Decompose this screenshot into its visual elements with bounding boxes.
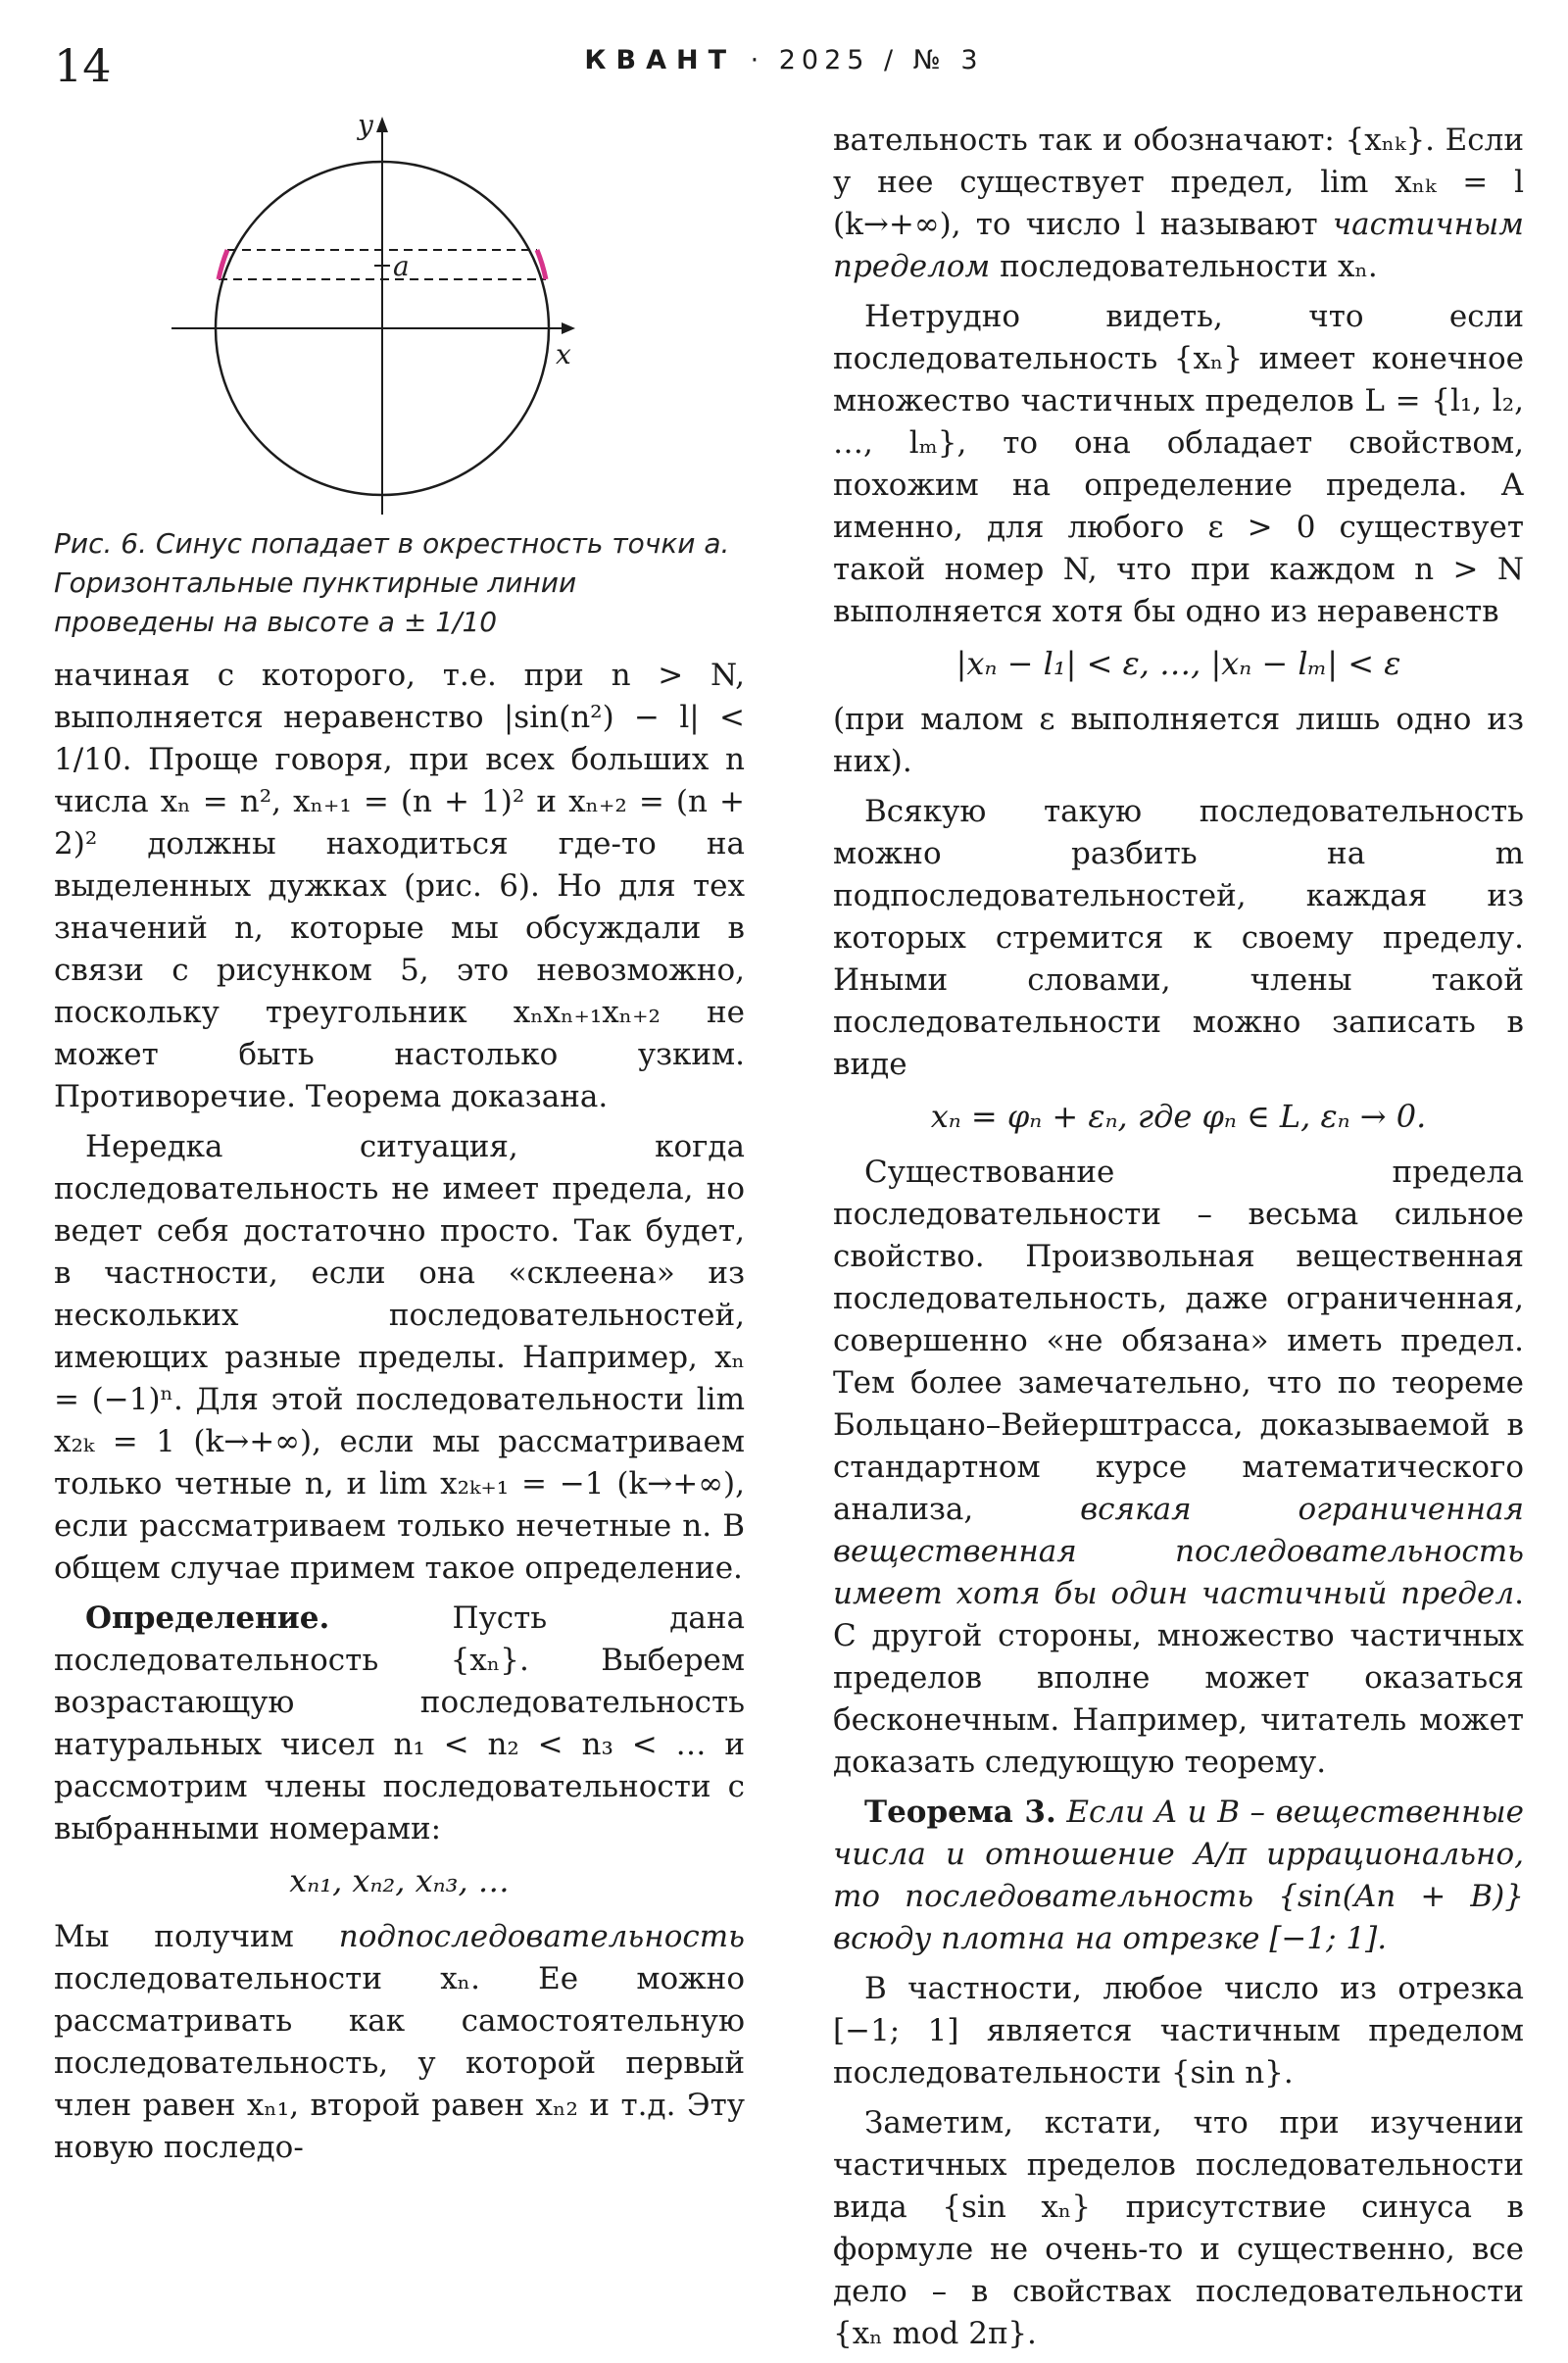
equation: xₙ = φₙ + εₙ, где φₙ ∈ L, εₙ → 0.: [930, 1098, 1427, 1135]
left-column: [54, 655, 745, 2177]
paragraph: [833, 1152, 1524, 1784]
figure-caption: Рис. 6. Синус попадает в окрестность точки a. Горизонтальные пунктирные линии проведены на высоте a ± 1/10: [54, 527, 730, 638]
text-run: Мы получим: [54, 1919, 294, 1954]
theorem-title: Теорема 3.: [864, 1795, 1056, 1830]
term-italic: частичным пределом: [833, 207, 1524, 284]
paragraph: (при малом ε выполняется лишь одно из них).: [833, 702, 1524, 779]
y-axis-label: y: [358, 113, 373, 141]
text-run: Существование предела последовательности – весьма сильное свойство. Произвольная вещественная последовательность, даже ограниченная, совершенно «не обязана» иметь предел. Тем более замечательно, что по теореме Больцано–Вейерштрасса, доказываемой в стандартном курсе математического анализа,: [833, 1155, 1524, 1527]
y-axis-arrow: [376, 117, 388, 132]
text-run: последовательности xₙ. Ее можно рассматривать как самостоятельную последовательность, у которой первый член равен xₙ₁, второй равен xₙ₂ и т.д. Эту новую последо-: [54, 1961, 745, 2165]
text-run: последовательности xₙ.: [1000, 249, 1378, 284]
issue-number: · 2025 / № 3: [750, 45, 984, 75]
term-italic: подпоследовательность: [338, 1919, 746, 1954]
journal-name: КВАНТ: [584, 45, 736, 75]
text-run: . С другой стороны, множество частичных пределов вполне может оказаться бесконечным. Например, читатель может доказать следующую теорему.: [833, 1576, 1524, 1780]
paragraph: Нередка ситуация, когда последовательность не имеет предела, но ведет себя достаточно просто. Так будет, в частности, если она «склеена» из нескольких последовательностей, имеющих разные пределы. Например, xₙ = (−1)ⁿ. Для этой последовательности lim x₂ₖ = 1 (k→+∞), если мы рассматриваем только четные n, и lim x₂ₖ₊₁ = −1 (k→+∞), если рассматриваем только нечетные n. В общем случае примем такое определение.: [54, 1129, 745, 1586]
paragraph: В частности, любое число из отрезка [−1; 1] является частичным пределом последовательности {sin n}.: [833, 1971, 1524, 2091]
equation: |xₙ − l₁| < ε, …, |xₙ − lₘ| < ε: [956, 645, 1401, 682]
x-axis-arrow: [562, 322, 575, 334]
running-header: [0, 45, 1568, 75]
text-run: вательность так и обозначают: {xₙₖ}. Если у нее существует предел, lim xₙₖ = l (k→+∞), то число l называют: [833, 123, 1524, 242]
definition-text: Пусть дана последовательность {xₙ}. Выберем возрастающую последовательность натуральных чисел n₁ < n₂ < n₃ < … и рассмотрим члены последовательности с выбранными номерами:: [54, 1600, 746, 1846]
x-axis-label: x: [556, 338, 571, 370]
paragraph: Заметим, кстати, что при изучении частичных пределов последовательности вида {sin xₙ} присутствие синуса в формуле не очень-то и существенно, все дело – в свойствах последовательности {xₙ mod 2π}.: [833, 2105, 1524, 2351]
right-column: [833, 120, 1524, 2363]
paragraph: Нетрудно видеть, что если последовательность {xₙ} имеет конечное множество частичных пределов L = {l₁, l₂, …, lₘ}, то она обладает свойством, похожим на определение предела. А именно, для любого ε > 0 существует такой номер N, что при каждом n > N выполняется хотя бы одно из неравенств: [833, 299, 1524, 629]
paragraph: [833, 120, 1524, 288]
equation: xₙ₁, xₙ₂, xₙ₃, …: [289, 1862, 510, 1899]
theorem-text: Если A и B – вещественные числа и отношение A/π иррационально, то последовательность {sin(An + B)} всюду плотна на отрезке [−1; 1].: [833, 1795, 1524, 1956]
point-a-label: a: [393, 250, 410, 282]
definition: [54, 1598, 745, 1850]
figure-unit-circle: [172, 113, 603, 524]
page-number: 14: [54, 39, 112, 92]
highlight-arc-left: [219, 250, 227, 279]
definition-title: Определение.: [85, 1600, 330, 1636]
paragraph: Всякую такую последовательность можно разбить на m подпоследовательностей, каждая из которых стремится к своему пределу. Иными словами, члены такой последовательности можно записать в виде: [833, 794, 1524, 1082]
paragraph: [54, 1916, 745, 2169]
paragraph: начиная с которого, т.е. при n > N, выполняется неравенство |sin(n²) − l| < 1/10. Проще говоря, при всех больших n числа xₙ = n², xₙ₊₁ = (n + 1)² и xₙ₊₂ = (n + 2)² должны находиться где-то на выделенных дужках (рис. 6). Но для тех значений n, которые мы обсуждали в связи с рисунком 5, это невозможно, поскольку треугольник xₙxₙ₊₁xₙ₊₂ не может быть настолько узким. Противоречие. Теорема доказана.: [54, 658, 745, 1114]
theorem: [833, 1792, 1524, 1960]
statement-italic: всякая ограниченная вещественная последовательность имеет хотя бы один частичный предел: [833, 1492, 1525, 1611]
highlight-arc-right: [537, 250, 546, 279]
